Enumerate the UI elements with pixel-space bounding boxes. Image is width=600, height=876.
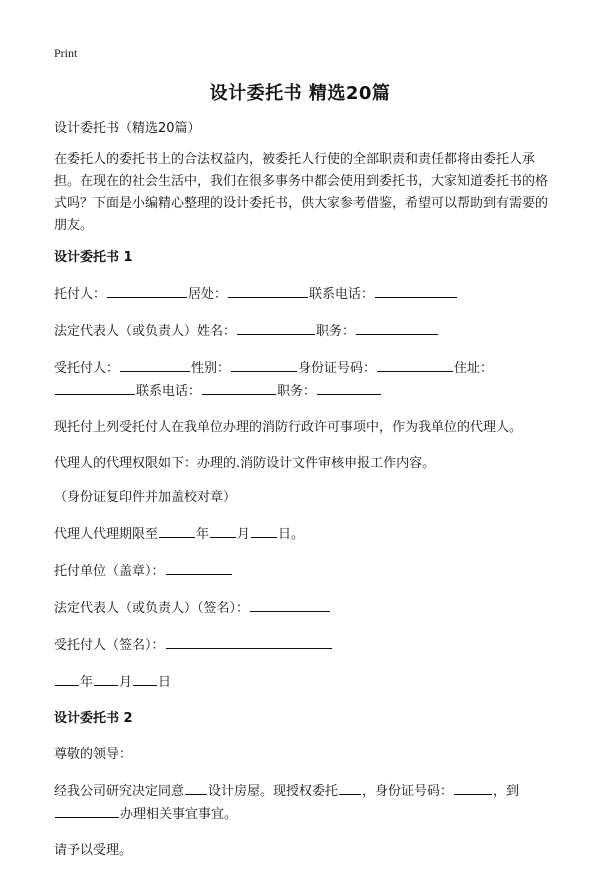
position-blank — [356, 320, 438, 335]
client-row — [54, 283, 554, 306]
legal-rep-blank — [237, 320, 315, 335]
commission-blank-2 — [339, 780, 361, 795]
period-year: 年 — [196, 527, 210, 542]
commission-part-1: 经我公司研究决定同意 — [54, 784, 185, 799]
greeting: 尊敬的领导： — [54, 747, 133, 762]
client-label: 托付人： — [54, 287, 107, 302]
residence-label: 居处： — [188, 287, 228, 302]
seal-row — [54, 560, 554, 583]
date-month: 月 — [119, 675, 133, 690]
intro-paragraph: 在委托人的委托书上的合法权益内，被委托人行使的全部职责和责任都将由委托人承担。在现在的社会生活中，我们在很多事务中都会使用到委托书，大家知道委托书的格式吗？下面是小编精心整理的设计委托书，供大家参考借鉴，希望可以帮助到有需要的朋友。 — [54, 152, 549, 233]
phone-blank-2 — [202, 380, 276, 395]
page-title: 设计委托书 精选20篇 — [209, 83, 391, 104]
phone-blank — [375, 283, 457, 298]
position-label-2: 职务： — [277, 384, 317, 399]
commission-part-2: 设计房屋。现授权委托 — [208, 784, 339, 799]
client-blank — [107, 283, 187, 298]
section-heading-2: 设计委托书 2 — [54, 711, 133, 726]
position-blank-2 — [317, 380, 381, 395]
gender-blank — [231, 357, 297, 372]
period-month: 月 — [237, 527, 251, 542]
id-note: （身份证复印件并加盖校对章） — [54, 490, 237, 505]
address-label: 住址： — [454, 361, 494, 376]
period-row — [54, 523, 554, 546]
date-row — [54, 671, 554, 694]
commission-blank-3 — [454, 780, 492, 795]
print-link[interactable]: Print — [54, 46, 78, 60]
commission-text — [54, 780, 554, 826]
commission-part-4: ，到 — [493, 784, 520, 799]
commission-part-3: ，身份证号码： — [362, 784, 454, 799]
date-year-blank — [55, 671, 79, 686]
commission-blank-1 — [185, 780, 207, 795]
date-day: 日 — [158, 675, 172, 690]
section-heading-1: 设计委托书 1 — [54, 250, 133, 265]
sign-rep-blank — [250, 597, 330, 612]
period-month-blank — [210, 523, 236, 538]
phone-label: 联系电话： — [309, 287, 375, 302]
period-day: 日。 — [278, 527, 305, 542]
gender-label: 性别： — [191, 361, 231, 376]
period-day-blank — [251, 523, 277, 538]
date-year: 年 — [80, 675, 94, 690]
period-label: 代理人代理期限至 — [54, 527, 159, 542]
sign-agent-label: 受托付人（签名）： — [54, 638, 165, 653]
agent-blank — [120, 357, 190, 372]
address-blank — [55, 380, 135, 395]
commission-blank-4 — [55, 803, 119, 818]
sign-agent-blank — [166, 634, 332, 649]
seal-label: 托付单位（盖章）： — [54, 564, 165, 579]
period-year-blank — [159, 523, 195, 538]
sign-rep-row — [54, 597, 554, 620]
phone-label-2: 联系电话： — [136, 384, 202, 399]
id-blank — [377, 357, 453, 372]
date-day-blank — [133, 671, 157, 686]
commission-part-5: 办理相关事宜事宜。 — [120, 807, 238, 822]
sign-rep-label: 法定代表人（或负责人）（签名）： — [54, 601, 250, 616]
subtitle: 设计委托书（精选20篇） — [54, 121, 201, 136]
closing: 请予以受理。 — [54, 843, 133, 858]
authority-text: 代理人的代理权限如下：办理的.消防设计文件审核申报工作内容。 — [54, 456, 436, 471]
id-label: 身份证号码： — [298, 361, 377, 376]
date-month-blank — [94, 671, 118, 686]
residence-blank — [228, 283, 308, 298]
statement: 现托付上列受托付人在我单位办理的消防行政许可事项中，作为我单位的代理人。 — [54, 420, 523, 435]
document-body — [54, 118, 554, 876]
seal-blank — [166, 560, 232, 575]
legal-rep-label: 法定代表人（或负责人）姓名： — [54, 324, 237, 339]
position-label: 职务： — [316, 324, 356, 339]
sign-agent-row — [54, 634, 554, 657]
agent-label: 受托付人： — [54, 361, 120, 376]
legal-rep-row — [54, 320, 554, 343]
agent-row — [54, 357, 554, 403]
